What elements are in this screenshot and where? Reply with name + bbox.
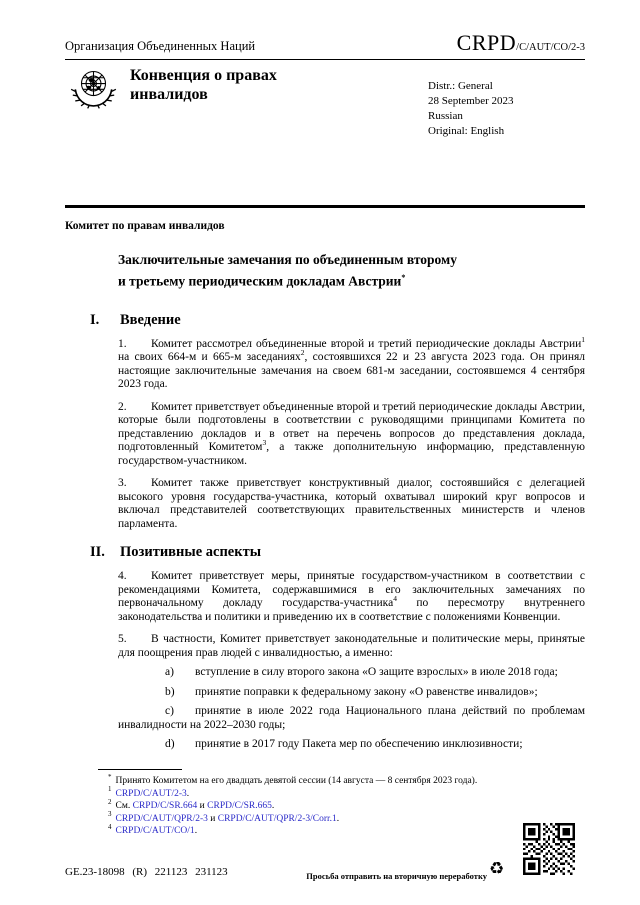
date-line: 28 September 2023 — [428, 95, 514, 107]
paragraph-5 — [118, 633, 585, 660]
footnote-star — [90, 772, 585, 788]
paragraph-3 — [118, 477, 585, 531]
distr-line: Distr.: General — [428, 80, 493, 92]
paragraph-4 — [118, 570, 585, 624]
document-symbol — [457, 30, 585, 56]
paragraph-number: 1. — [118, 337, 127, 350]
section-heading-positive-aspects — [90, 543, 585, 561]
paragraph-text: Комитет приветствует объединенные второй и третий периодические доклады Австрии, которые были подготовлены в соответствии с руководящими принципами Комитета по представлению докладов и в ответ на перечень вопросов до представления доклада, подготовленный Комитетом — [118, 400, 585, 453]
paragraph-text: по пересмотру внутреннего законодательства и политики и приведению их в соответствие с положениями Конвенции. — [118, 597, 585, 623]
document-symbol-link[interactable]: CRPD/C/AUT/2-3 — [115, 788, 187, 799]
document-title-line1: Заключительные замечания по объединенным второму — [118, 252, 457, 267]
footnote-text: См. — [115, 801, 133, 811]
footnote-marker: 4 — [108, 822, 112, 831]
publication-title-line2: инвалидов — [130, 86, 208, 103]
recycle-icon: ♻ — [489, 859, 505, 878]
section-heading-introduction — [90, 311, 585, 329]
paragraph-number: 5. — [118, 633, 127, 645]
header-divider — [65, 59, 585, 60]
paragraph-number: 2. — [118, 400, 127, 413]
publication-title — [130, 66, 277, 104]
list-marker: a) — [165, 666, 174, 678]
symbol-suffix: /C/AUT/CO/2-3 — [516, 42, 585, 53]
paragraph-text: Комитет приветствует меры, принятые государством-участником в соответствии с рекомендациями Комитета, содержавшимися в его заключительных замечаниях по первоначальному докладу государства-участника — [118, 570, 585, 609]
language-line: Russian — [428, 110, 463, 122]
paragraph-text: Комитет также приветствует конструктивный диалог, состоявшийся с делегацией высокого уровня государства-участника, который охватывал широкий круг вопросов и включал представителей соответствующих правительственных министерств и членов парламента. — [118, 477, 585, 530]
footnote-text: и — [207, 813, 218, 824]
header-thick-divider — [65, 205, 585, 208]
footnote-marker: * — [108, 772, 112, 781]
footnote-ref-3[interactable]: 3 — [262, 438, 267, 448]
section-numeral: II. — [90, 544, 105, 560]
list-marker: b) — [165, 685, 175, 698]
section-numeral: I. — [90, 311, 100, 328]
publication-title-line1: Конвенция о правах — [130, 67, 277, 84]
section-heading-text: Введение — [120, 311, 181, 328]
list-item-text: вступление в силу второго закона «О защите взрослых» в июле 2018 года; — [195, 666, 558, 678]
list-item-c — [118, 705, 585, 732]
committee-name: Комитет по правам инвалидов — [65, 220, 225, 232]
footnote-3 — [90, 810, 585, 826]
title-footnote-marker: * — [401, 273, 406, 282]
document-title — [118, 251, 585, 291]
paragraph-text: В частности, Комитет приветствует законодательные и политические меры, принятые для поощрения прав людей с инвалидностью, а именно: — [118, 633, 585, 659]
list-item-b — [118, 686, 585, 700]
recycle-notice: Просьба отправить на вторичную переработку — [306, 871, 487, 881]
paragraph-number: 3. — [118, 477, 127, 489]
footnote-text: . — [336, 813, 340, 824]
section-heading-text: Позитивные аспекты — [120, 544, 262, 560]
footnote-ref-1[interactable]: 1 — [581, 334, 585, 344]
list-item-d — [118, 738, 585, 752]
footnote-ref-2[interactable]: 2 — [300, 348, 305, 358]
list-marker: d) — [165, 738, 175, 750]
distribution-info — [428, 79, 514, 139]
un-org-name: Организация Объединенных Наций — [65, 39, 256, 53]
list-item-text: принятие в июле 2022 года Национального плана действий по проблемам инвалидности на 2022–2030 годы; — [118, 705, 585, 731]
footnote-marker: 2 — [108, 797, 112, 806]
document-symbol-link[interactable]: CRPD/C/AUT/QPR/2-3 — [115, 813, 208, 824]
list-item-text: принятие поправки к федеральному закону «О равенстве инвалидов»; — [195, 685, 538, 698]
un-emblem-icon — [67, 62, 120, 115]
list-marker: c) — [165, 705, 174, 717]
list-item-a — [118, 666, 585, 680]
footnote-text: Принято Комитетом на его двадцать девятой сессии (14 августа — 8 сентября 2023 года). — [115, 776, 478, 786]
paragraph-2 — [118, 401, 585, 469]
paragraph-text: , состоявшихся 22 и 23 августа 2023 года. Он принял настоящие заключительные замечания на своем 681-м заседании, состоявшемся 4 сентября 2023 года. — [118, 351, 585, 390]
document-title-line2: и третьему периодическим докладам Австрии — [118, 273, 402, 289]
list-item-text: принятие в 2017 году Пакета мер по обеспечению инклюзивности; — [195, 738, 523, 750]
document-symbol-link[interactable]: CRPD/C/AUT/CO/1 — [115, 826, 195, 836]
paragraph-1 — [118, 334, 585, 392]
footnote-text: . — [271, 801, 275, 811]
document-symbol-link[interactable]: CRPD/C/AUT/QPR/2-3/Corr.1 — [217, 813, 337, 824]
qr-code — [523, 823, 575, 875]
footnotes-block — [90, 769, 585, 838]
paragraph-text: на своих 664-м и 665-м заседаниях — [118, 351, 301, 363]
document-symbol-link[interactable]: CRPD/C/SR.665 — [207, 801, 272, 811]
footnote-text: и — [197, 801, 208, 811]
footnote-ref-4[interactable]: 4 — [393, 594, 397, 604]
document-body — [90, 251, 585, 752]
symbol-main: CRPD — [456, 30, 517, 55]
footnote-marker: 3 — [108, 810, 112, 819]
footnote-separator — [98, 769, 182, 770]
original-language-line: Original: English — [428, 125, 505, 137]
document-symbol-link[interactable]: CRPD/C/SR.664 — [132, 801, 198, 811]
paragraph-text: , а также дополнительную информацию, представленную государством-участником. — [118, 441, 585, 467]
footnote-text: . — [194, 826, 198, 836]
job-number: GE.23-18098 (R) 221123 231123 — [65, 866, 228, 878]
footnote-1 — [90, 785, 585, 801]
footnote-marker: 1 — [108, 785, 112, 794]
footnote-text: . — [186, 788, 190, 799]
footnote-4 — [90, 822, 585, 838]
paragraph-text: Комитет рассмотрел объединенные второй и третий периодические доклады Австрии — [151, 337, 582, 350]
paragraph-number: 4. — [118, 570, 127, 582]
footnote-2 — [90, 797, 585, 813]
